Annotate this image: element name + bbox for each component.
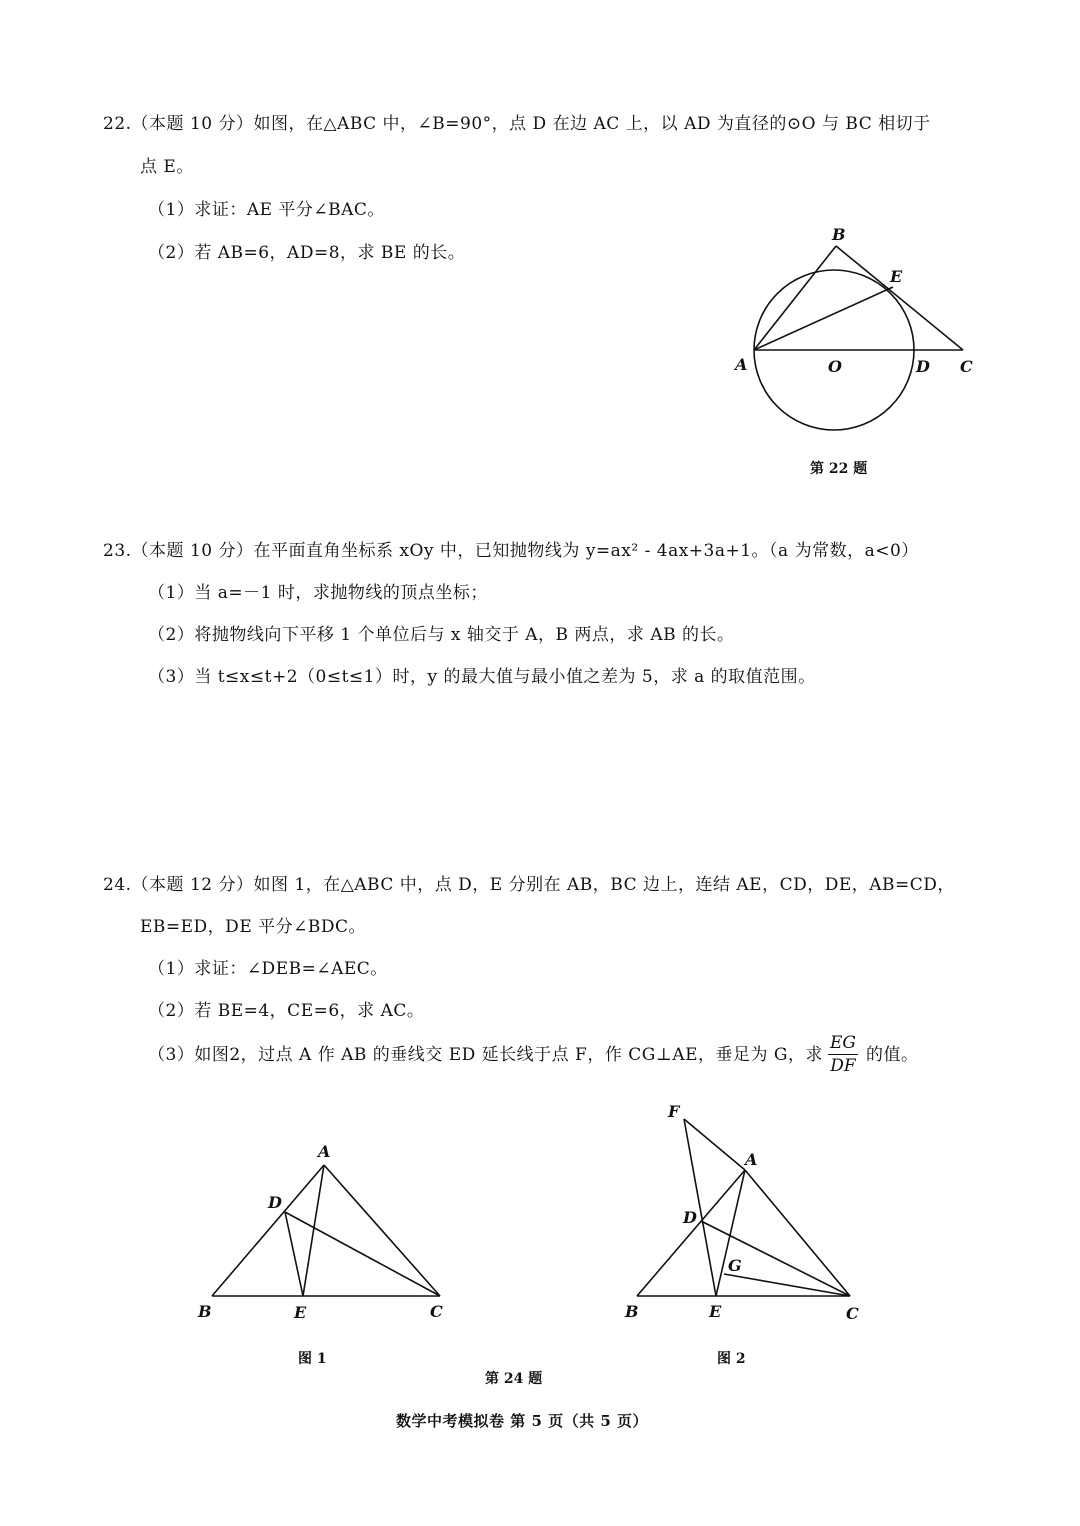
- q24-stem-line1: 24.（本题 12 分）如图 1，在△ABC 中，点 D，E 分别在 AB，BC 边上，连结 AE，CD，DE，AB=CD，: [103, 875, 955, 895]
- q22-part1: （1）求证：AE 平分∠BAC。: [148, 200, 385, 220]
- fig2-segment-dc: [701, 1221, 850, 1296]
- q24-part1: （1）求证：∠DEB=∠AEC。: [148, 959, 388, 979]
- q22-stem-line2: 点 E。: [140, 157, 194, 177]
- q24-fraction: [828, 1032, 858, 1077]
- q24-fig2-caption: 图 2: [717, 1351, 746, 1367]
- fig1-segment-de: [285, 1212, 303, 1296]
- q22-label-a: A: [735, 355, 748, 374]
- fig2-label-c: C: [846, 1304, 859, 1323]
- fig1-segment-ac: [324, 1165, 440, 1296]
- q23-part3: （3）当 t≤x≤t+2（0≤t≤1）时，y 的最大值与最小值之差为 5，求 a 的取值范围。: [148, 667, 816, 687]
- q23-part1: （1）当 a=－1 时，求抛物线的顶点坐标；: [148, 583, 488, 603]
- q24-stem-line2: EB=ED，DE 平分∠BDC。: [140, 917, 367, 937]
- fig1-label-b: B: [198, 1302, 212, 1321]
- fig1-label-d: D: [268, 1193, 282, 1212]
- fig2-label-f: F: [668, 1102, 680, 1121]
- q22-label-d: D: [916, 357, 930, 376]
- q22-stem-line1: 22.（本题 10 分）如图，在△ABC 中，∠B=90°，点 D 在边 AC 上，以 AD 为直径的⊙O 与 BC 相切于: [103, 114, 931, 134]
- q22-segment-ab: [754, 246, 836, 350]
- fig2-label-d: D: [683, 1208, 697, 1227]
- q22-label-c: C: [960, 357, 973, 376]
- fig2-segment-ac: [745, 1170, 850, 1296]
- q24-part3-suffix: 的值。: [866, 1045, 919, 1065]
- q24-fraction-numerator: EG: [830, 1033, 856, 1053]
- fig1-label-a: A: [318, 1142, 331, 1161]
- q24-fig1-caption: 图 1: [298, 1351, 327, 1367]
- fig1-segment-ae: [303, 1165, 324, 1296]
- q22-part2: （2）若 AB=6，AD=8，求 BE 的长。: [148, 243, 466, 263]
- fig2-label-e: E: [709, 1302, 722, 1321]
- q22-caption: 第 22 题: [810, 461, 868, 477]
- q24-fig1: [212, 1165, 440, 1296]
- q24-part2: （2）若 BE=4，CE=6，求 AC。: [148, 1001, 425, 1021]
- fig2-segment-ae: [716, 1170, 745, 1296]
- q22-label-e: E: [890, 267, 903, 286]
- fig2-segment-fe: [684, 1119, 716, 1296]
- page-footer: 数学中考模拟卷 第 5 页（共 5 页）: [396, 1412, 648, 1430]
- q22-circle-o: [754, 270, 914, 430]
- q23-stem: 23.（本题 10 分）在平面直角坐标系 xOy 中，已知抛物线为 y=ax² - 4ax+3a+1。（a 为常数，a<0）: [103, 541, 919, 561]
- q22-segment-ae: [754, 287, 893, 350]
- fig2-label-b: B: [625, 1302, 639, 1321]
- q22-segment-bc: [836, 246, 963, 350]
- fig1-segment-dc: [285, 1212, 440, 1296]
- q24-fraction-denominator: DF: [830, 1056, 856, 1076]
- q24-fig2: [637, 1119, 850, 1296]
- q24-part3-prefix: （3）如图2，过点 A 作 AB 的垂线交 ED 延长线于点 F，作 CG⊥AE，垂足为 G，求: [148, 1045, 823, 1065]
- fig1-segment-ab: [212, 1165, 324, 1296]
- fig2-segment-gc: [724, 1274, 850, 1296]
- fig1-label-c: C: [430, 1302, 443, 1321]
- q23-part2: （2）将抛物线向下平移 1 个单位后与 x 轴交于 A，B 两点，求 AB 的长。: [148, 625, 735, 645]
- q22-label-o: O: [828, 357, 842, 376]
- fig2-label-g: G: [728, 1256, 742, 1275]
- fig2-segment-ab: [637, 1170, 745, 1296]
- q22-label-b: B: [832, 225, 846, 244]
- fig2-segment-fa: [684, 1119, 745, 1170]
- fig1-label-e: E: [294, 1303, 307, 1322]
- q24-caption: 第 24 题: [485, 1371, 543, 1387]
- fig2-label-a: A: [745, 1150, 758, 1169]
